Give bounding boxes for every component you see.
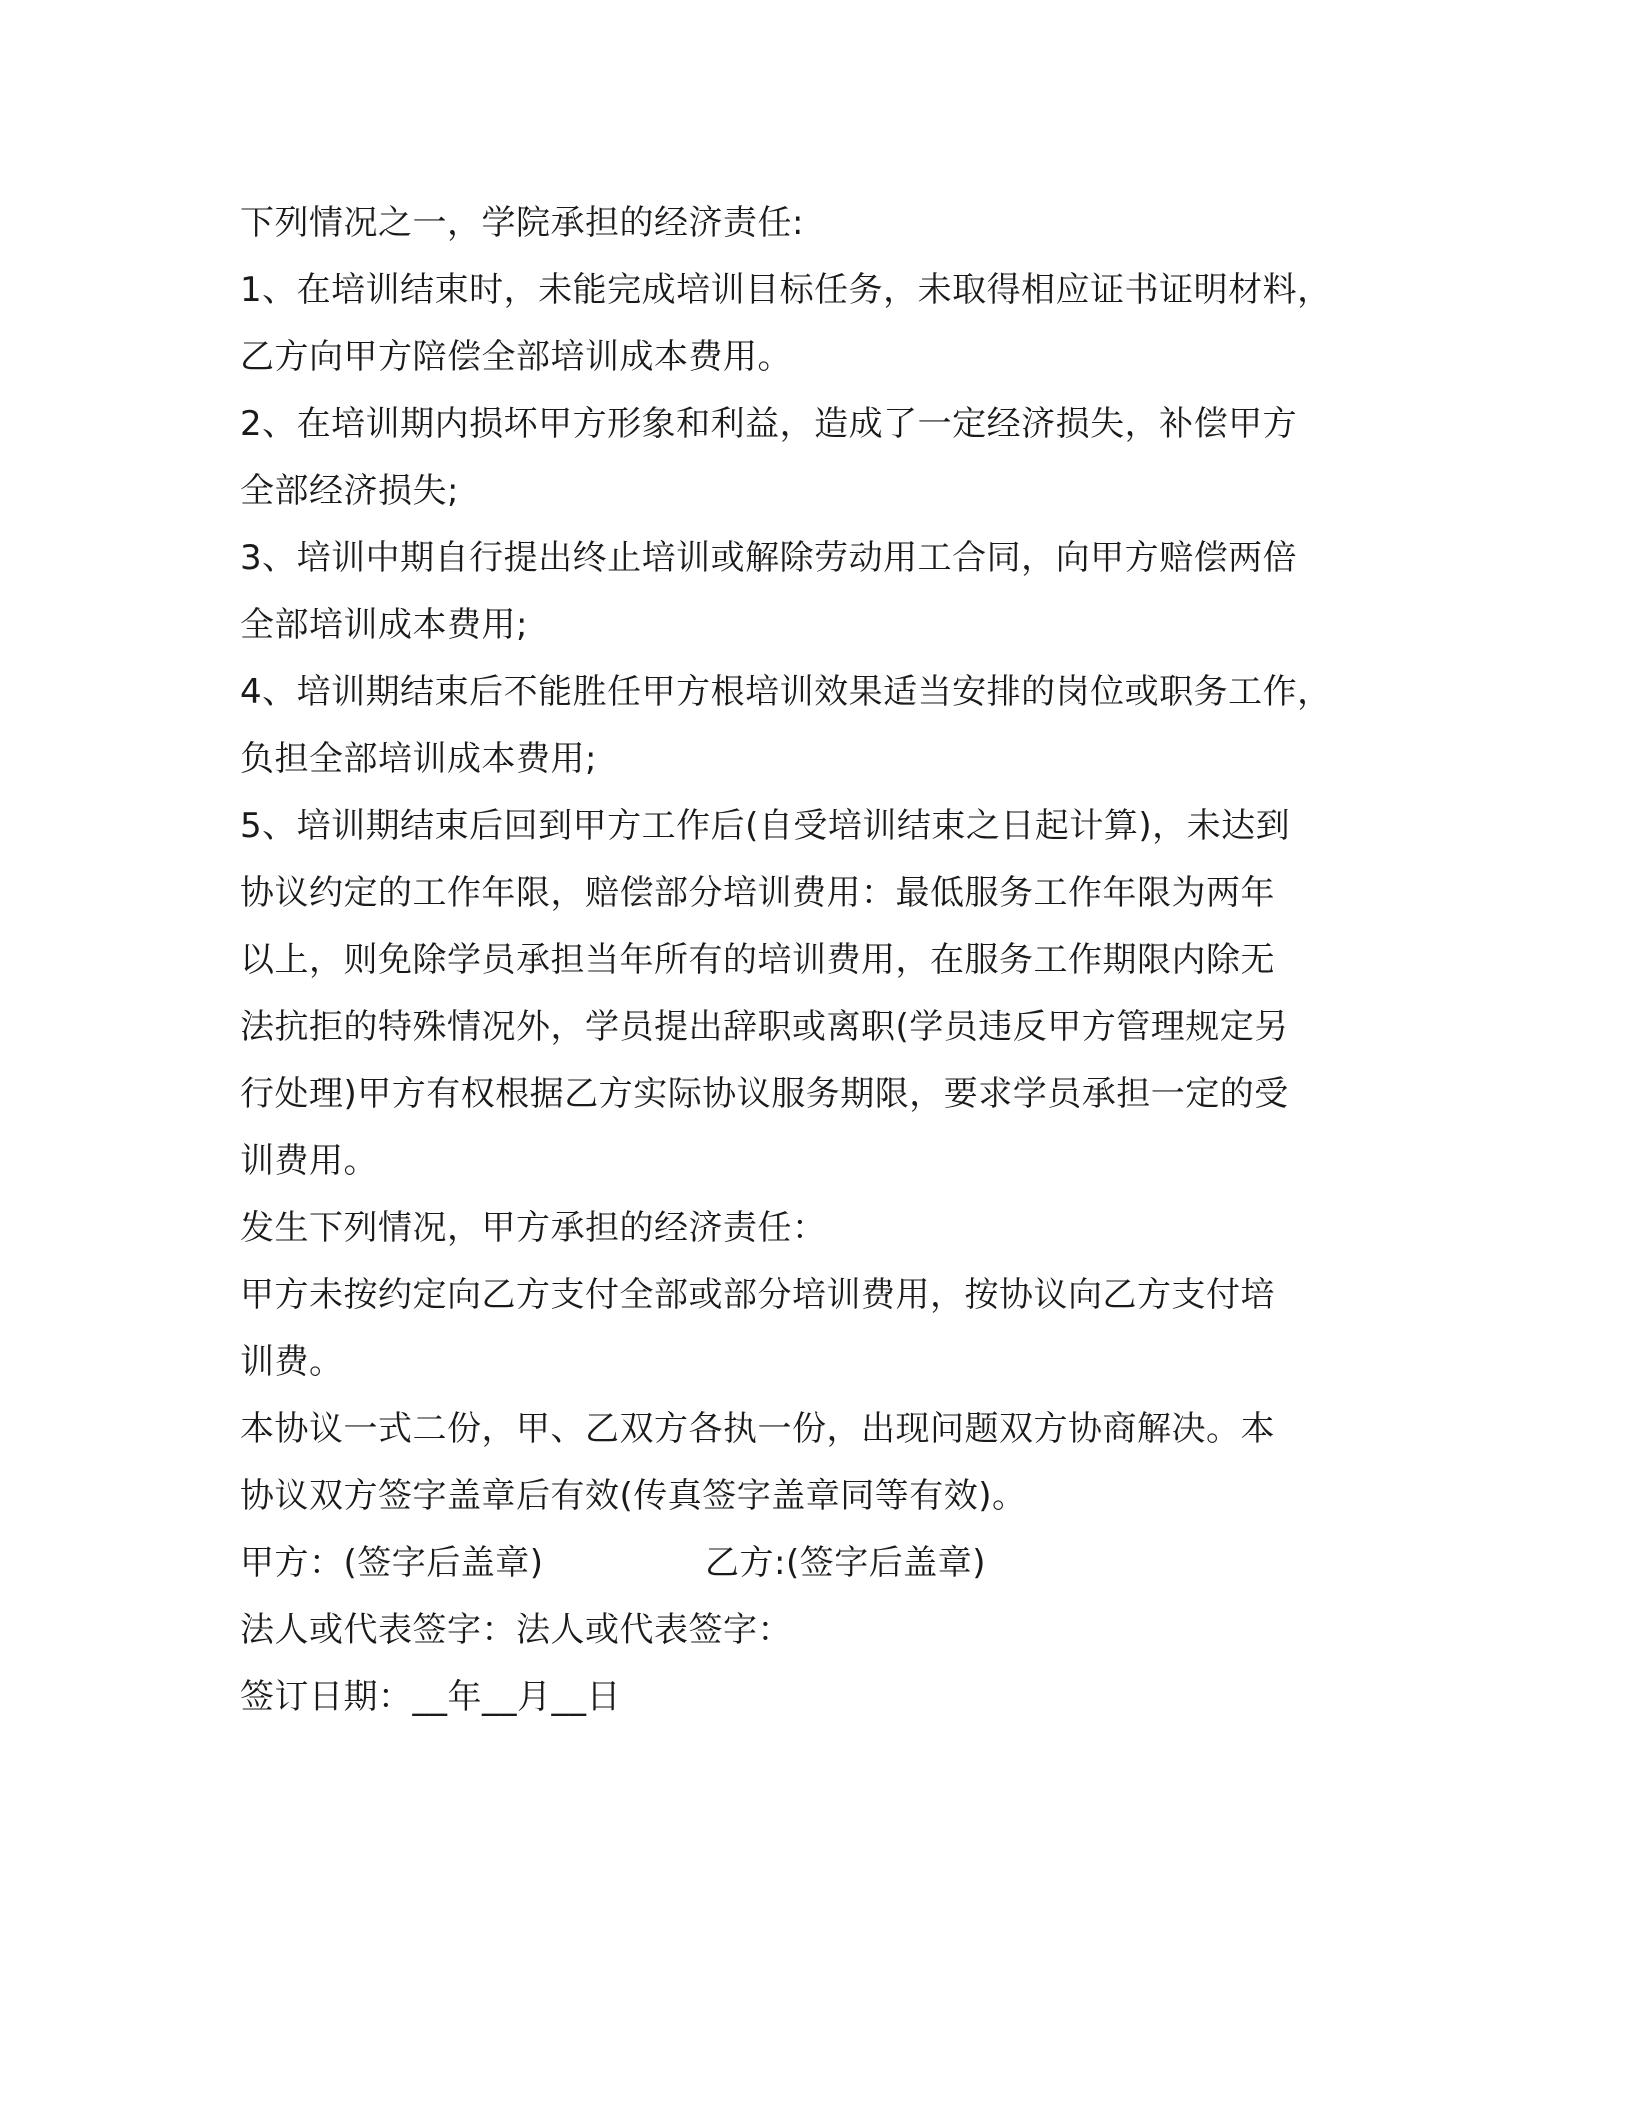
- clause-5-line-1: 5、培训期结束后回到甲方工作后(自受培训结束之日起计算)，未达到: [240, 806, 1291, 846]
- party-a-signature-label: 甲方：(签字后盖章): [240, 1543, 544, 1583]
- clause-3-line-1: 3、培训中期自行提出终止培训或解除劳动用工合同，向甲方赔偿两倍: [240, 538, 1298, 578]
- clause-2-line-2: 全部经济损失;: [240, 471, 459, 511]
- clause-5-line-4: 法抗拒的特殊情况外，学员提出辞职或离职(学员违反甲方管理规定另: [240, 1007, 1289, 1047]
- clause-5-line-6: 训费用。: [240, 1141, 378, 1181]
- signing-date-line: 签订日期：__年__月__日: [240, 1677, 621, 1717]
- signature-row: [240, 1530, 1420, 1597]
- clause-1-line-1: 1、在培训结束时，未能完成培训目标任务，未取得相应证书证明材料，: [240, 270, 1332, 310]
- representative-signature-line: 法人或代表签字：法人或代表签字：: [240, 1610, 792, 1650]
- clause-1-line-2: 乙方向甲方陪偿全部培训成本费用。: [240, 337, 792, 377]
- clause-5-line-2: 协议约定的工作年限，赔偿部分培训费用：最低服务工作年限为两年: [240, 873, 1275, 913]
- agreement-copies-line-1: 本协议一式二份，甲、乙双方各执一份，出现问题双方协商解决。本: [240, 1409, 1275, 1449]
- section-heading-college-liability: 下列情况之一，学院承担的经济责任:: [240, 203, 804, 243]
- document-page: [240, 190, 1420, 1731]
- agreement-copies-line-2: 协议双方签字盖章后有效(传真签字盖章同等有效)。: [240, 1476, 1027, 1516]
- party-a-clause-line-2: 训费。: [240, 1342, 344, 1382]
- clause-5-line-3: 以上，则免除学员承担当年所有的培训费用，在服务工作期限内除无: [240, 940, 1275, 980]
- party-a-clause-line-1: 甲方未按约定向乙方支付全部或部分培训费用，按协议向乙方支付培: [240, 1275, 1275, 1315]
- clause-4-line-1: 4、培训期结束后不能胜任甲方根培训效果适当安排的岗位或职务工作，: [240, 672, 1332, 712]
- section-heading-party-a-liability: 发生下列情况，甲方承担的经济责任：: [240, 1208, 827, 1248]
- party-b-signature-label: 乙方:(签字后盖章): [705, 1543, 986, 1583]
- clause-4-line-2: 负担全部培训成本费用;: [240, 739, 597, 779]
- clause-2-line-1: 2、在培训期内损坏甲方形象和利益，造成了一定经济损失，补偿甲方: [240, 404, 1298, 444]
- clause-5-line-5: 行处理)甲方有权根据乙方实际协议服务期限，要求学员承担一定的受: [240, 1074, 1289, 1114]
- clause-3-line-2: 全部培训成本费用;: [240, 605, 528, 645]
